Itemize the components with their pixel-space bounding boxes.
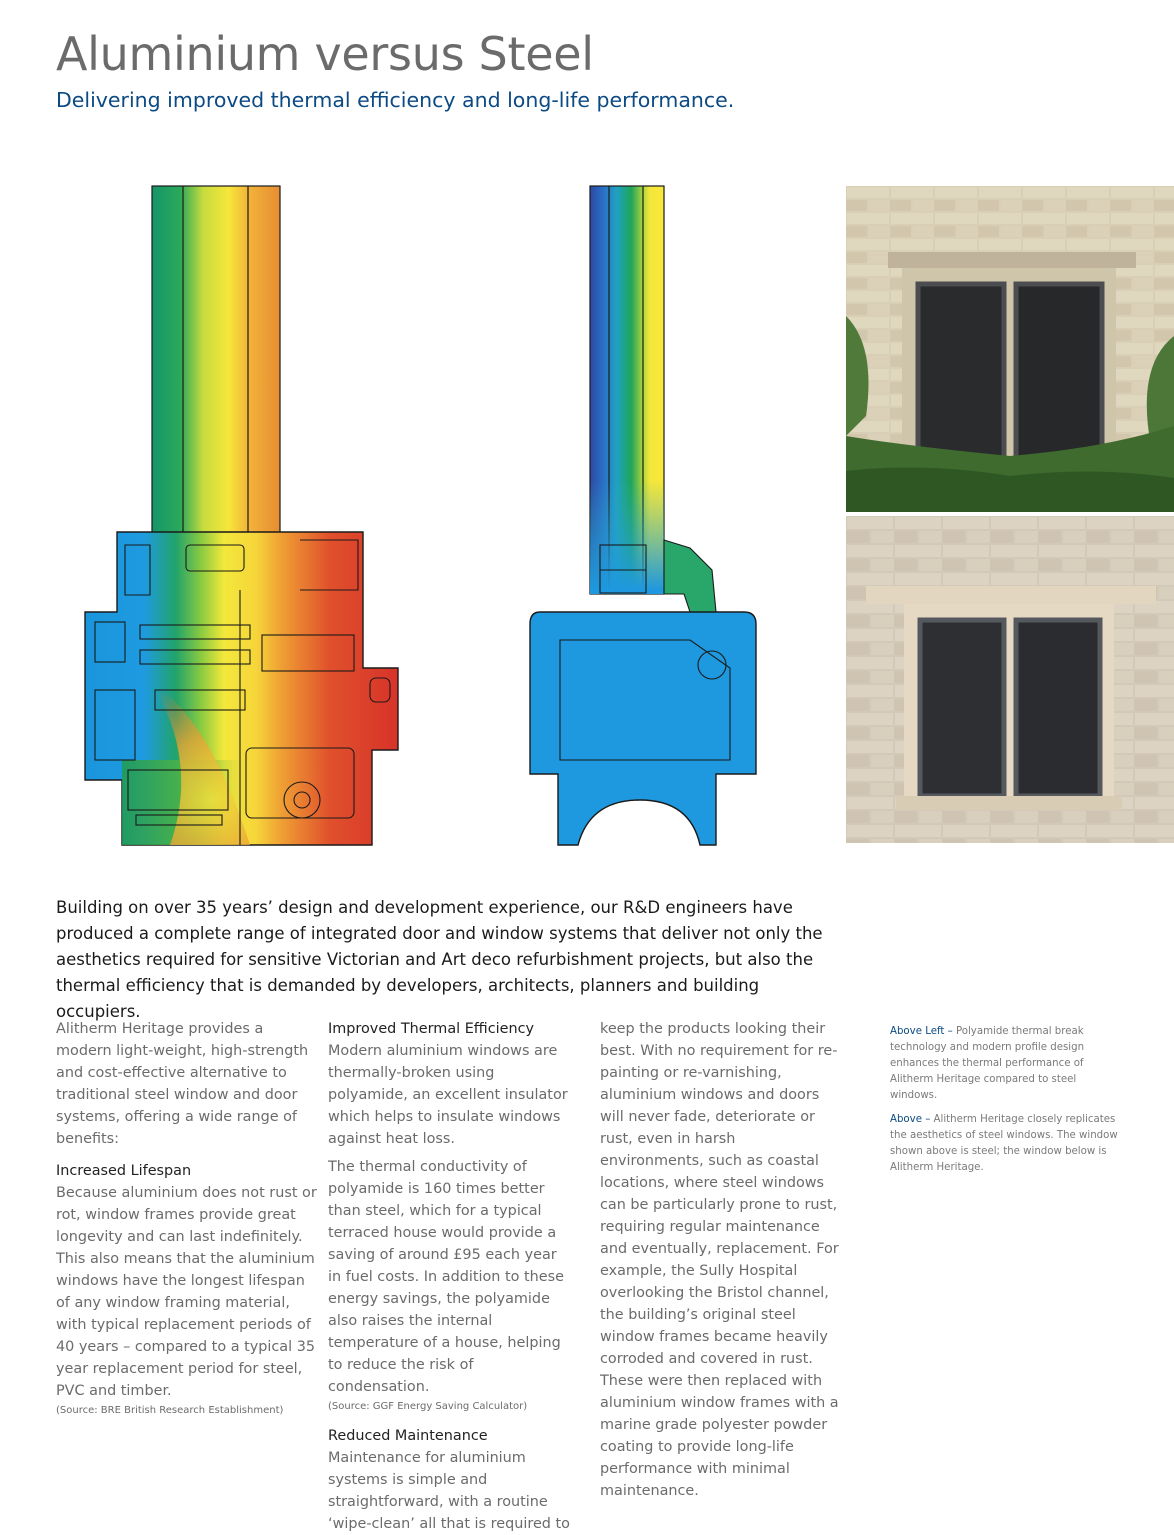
caption-text: Alitherm Heritage closely replicates the aesthetics of steel windows. The window shown above is steel; the window below is Alitherm Heritage. [890,1114,1118,1173]
column1-intro: Alitherm Heritage provides a modern light-weight, high-strength and cost-effective alternative to traditional steel window and door systems, offering a wide range of benefits: [56,1021,309,1147]
column3-body: keep the products looking their best. With no requirement for re-painting or re-varnishing, aluminium windows and doors will never fade, deteriorate or rust, even in harsh environments, such as coastal locations, where steel windows can be particularly prone to rust, requiring regular maintenance and eventually, replacement. For example, the Sully Hospital overlooking the Bristol channel, the building’s original steel window frames became heavily corroded and covered in rust. These were then replaced with aluminium window frames with a marine grade polyester powder coating to provide long-life performance with minimal maintenance. [600,1021,839,1499]
thermal-image-steel [526,184,760,848]
text-column-3 [600,1018,840,1502]
intro-paragraph: Building on over 35 years’ design and development experience, our R&D engineers have produced a complete range of integrated door and window systems that deliver not only the aesthetics required for sensitive Victorian and Art deco refurbishment projects, but also the thermal efficiency that is demanded by developers, architects, planners and building occupiers. [56,898,823,1021]
page-title: Aluminium versus Steel [56,27,594,81]
text-column-2 [328,1018,574,1535]
column1-body: Because aluminium does not rust or rot, window frames provide great longevity and can last indefinitely. This also means that the aluminium windows have the longest lifespan of any window framing material, with typical replacement periods of 40 years – compared to a typical 35 year replacement period for steel, PVC and timber. [56,1185,317,1399]
caption-above-left [890,1024,1122,1104]
stone-wall-steel-window-photo [846,186,1174,512]
heading-reduced-maintenance: Reduced Maintenance [328,1428,488,1444]
thermal-image-aluminium [80,184,405,848]
source-note: (Source: BRE British Research Establishment) [56,1405,284,1416]
stone-wall-aluminium-window-photo [846,516,1174,843]
caption-lead: Above – [890,1114,934,1125]
caption-text: Polyamide thermal break technology and modern profile design enhances the thermal performance of Alitherm Heritage compared to steel windows. [890,1026,1085,1101]
heading-increased-lifespan: Increased Lifespan [56,1163,192,1179]
page-subtitle: Delivering improved thermal efficiency and long-life performance. [56,88,735,112]
caption-lead: Above Left – [890,1026,956,1037]
source-note: (Source: GGF Energy Saving Calculator) [328,1401,528,1412]
column2-para2: The thermal conductivity of polyamide is 160 times better than steel, which for a typical terraced house would provide a saving of around £95 each year in fuel costs. In addition to these energy savings, the polyamide also raises the internal temperature of a house, helping to reduce the risk of condensation. [328,1159,564,1395]
heading-improved-thermal-efficiency: Improved Thermal Efficiency [328,1021,535,1037]
text-column-1 [56,1018,318,1419]
image-captions [890,1024,1122,1184]
caption-above [890,1112,1122,1176]
column2-para3: Maintenance for aluminium systems is simple and straightforward, with a routine ‘wipe-clean’ all that is required to [328,1450,570,1532]
column2-para1: Modern aluminium windows are thermally-broken using polyamide, an excellent insulator which helps to insulate windows against heat loss. [328,1043,568,1147]
